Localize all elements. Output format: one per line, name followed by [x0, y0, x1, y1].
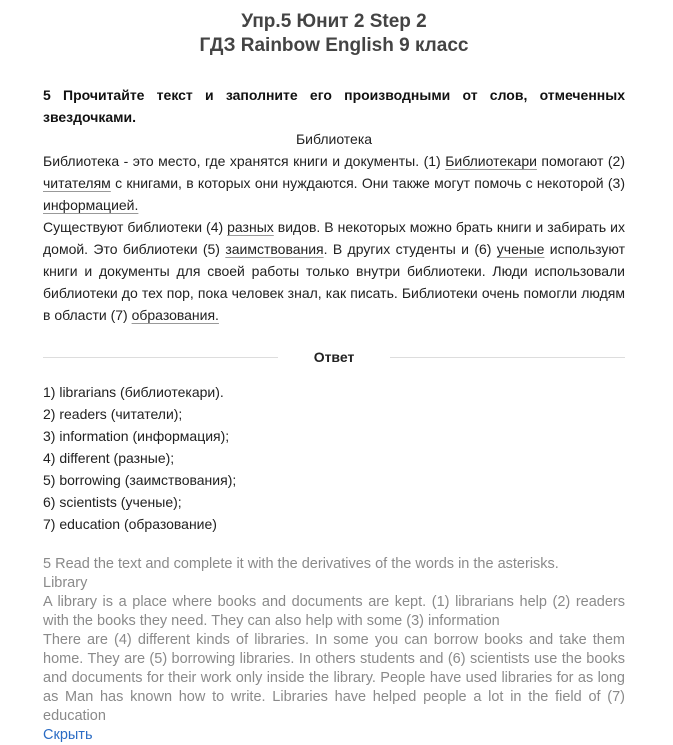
- text-segment: Библиотека - это место, где хранятся книги и документы. (1): [43, 153, 446, 169]
- answer-item: 5) borrowing (заимствования);: [43, 472, 237, 488]
- text-segment: . В других студенты и (6): [323, 241, 497, 257]
- text-paragraph-1: [43, 150, 625, 216]
- answer-divider: [43, 346, 625, 368]
- english-original: [43, 555, 625, 726]
- page-title: [43, 10, 625, 58]
- english-paragraph-2: There are (4) different kinds of libraries. In some you can borrow books and take them home. They are (5) borrowing libraries. In others students and (6) scientists use the books and documents for their work only inside the library. People have used libraries for as long as Man has known how to write. Libraries have helped people a lot in the field of (7) education: [43, 632, 625, 724]
- title-line-1: Упр.5 Юнит 2 Step 2: [241, 11, 427, 32]
- english-paragraph-1: A library is a place where books and documents are kept. (1) librarians help (2) readers with the books they need. They can also help with some (3) information: [43, 594, 625, 629]
- text-segment: видов. В некоторых можно брать книги и забирать их домой. Это библиотеки (5): [43, 219, 626, 257]
- answer-item: 2) readers (читатели);: [43, 406, 183, 422]
- task-instruction: 5 Прочитайте текст и заполните его производными от слов, отмеченных звездочками.: [43, 87, 625, 125]
- text-title: Библиотека: [295, 131, 373, 147]
- answer-item: 1) librarians (библиотекари).: [43, 384, 224, 400]
- answer-word-5: заимствования: [225, 241, 324, 257]
- english-instruction: 5 Read the text and complete it with the derivatives of the words in the asterisks.: [43, 556, 559, 572]
- divider-line-left: [43, 357, 278, 358]
- answer-list: [43, 381, 625, 535]
- text-segment: Существуют библиотеки (4): [43, 219, 228, 235]
- answer-word-3: информацией.: [43, 197, 139, 213]
- text-paragraph-2: [43, 216, 625, 326]
- answer-word-4: разных: [227, 219, 274, 235]
- answer-item: 3) information (информация);: [43, 428, 230, 444]
- text-segment: используют книги и документы для своей работы только внутри библиотеки. Люди использовали библиотеки до тех пор, пока человек знал, как писать. Библиотеки очень помогли людям в области (7): [43, 241, 625, 323]
- divider-line-right: [390, 357, 625, 358]
- answer-word-2: читателям: [43, 175, 111, 191]
- answer-item: 4) different (разные);: [43, 450, 175, 466]
- answer-item: 6) scientists (ученые);: [43, 494, 182, 510]
- text-segment: помогают (2): [536, 153, 625, 169]
- answer-label: Ответ: [313, 349, 355, 365]
- answer-word-7: образования.: [131, 307, 219, 323]
- hide-link[interactable]: Скрыть: [43, 727, 93, 743]
- english-title: Library: [43, 575, 88, 591]
- content: [43, 0, 625, 745]
- answer-item: 7) education (образование): [43, 516, 217, 532]
- text-segment: с книгами, в которых они нуждаются. Они также могут помочь с некоторой (3): [110, 175, 625, 191]
- answer-word-6: ученые: [496, 241, 545, 257]
- title-line-2: ГДЗ Rainbow English 9 класс: [199, 35, 469, 56]
- answer-word-1: Библиотекари: [445, 153, 537, 169]
